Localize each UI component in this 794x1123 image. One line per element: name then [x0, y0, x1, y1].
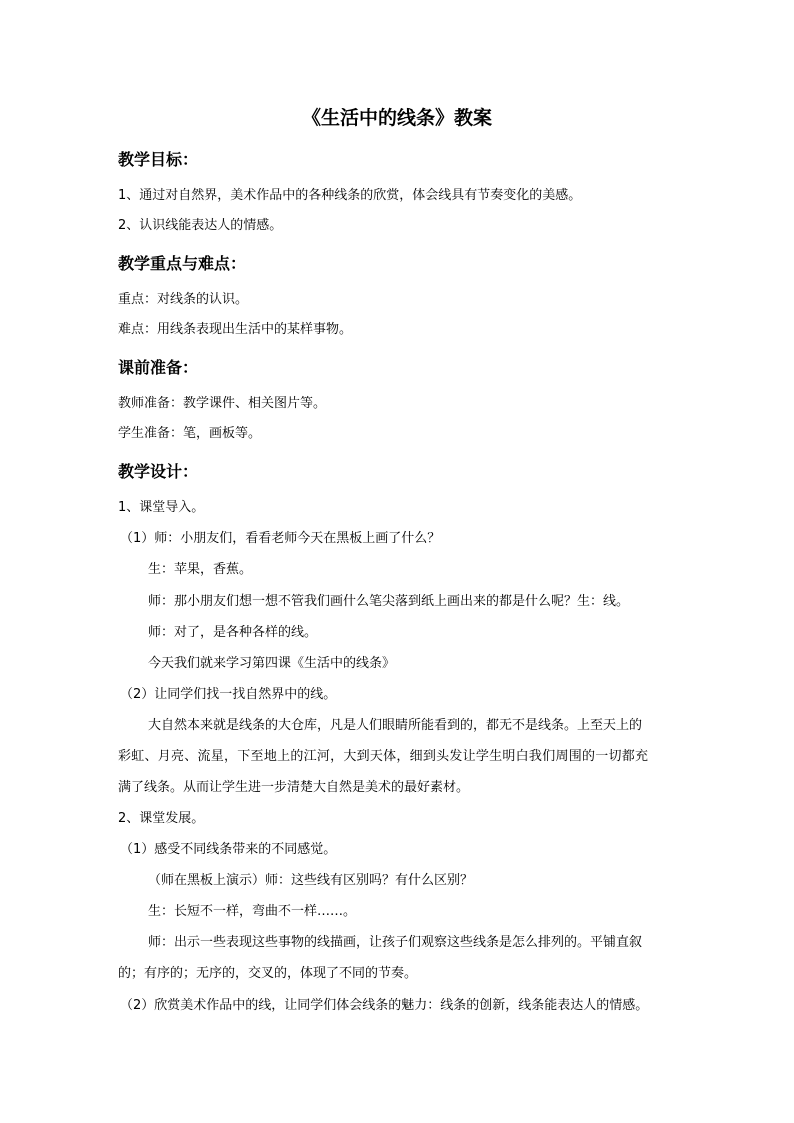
- document-title: 《生活中的线条》教案: [301, 107, 492, 129]
- section-heading-key-points: 教学重点与难点：: [118, 254, 247, 273]
- preparation-item: 教师准备：教学课件、相关图片等。: [118, 396, 327, 411]
- design-line: 生：长短不一样，弯曲不一样……。: [148, 904, 357, 919]
- design-line: 2、课堂发展。: [118, 811, 205, 826]
- design-line: 大自然本来就是线条的大仓库，凡是人们眼睛所能看到的，都无不是线条。上至天上的: [148, 718, 643, 733]
- design-line: 满了线条。从而让学生进一步清楚大自然是美术的最好素材。: [118, 780, 470, 795]
- section-heading-goals: 教学目标：: [118, 150, 199, 169]
- design-line: （师在黑板上演示）师：这些线有区别吗？有什么区别？: [148, 873, 474, 888]
- design-line: 生：苹果，香蕉。: [148, 562, 253, 577]
- key-point-item: 重点：对线条的认识。: [118, 292, 249, 307]
- design-line: 彩虹、月亮、流星，下至地上的江河，大到天体，细到头发让学生明白我们周围的一切都充: [118, 749, 648, 764]
- design-line: 1、课堂导入。: [118, 500, 205, 515]
- key-point-item: 难点：用线条表现出生活中的某样事物。: [118, 322, 353, 337]
- design-line: 师：那小朋友们想一想不管我们画什么笔尖落到纸上画出来的都是什么呢？生：线。: [148, 594, 630, 609]
- goal-item: 1、通过对自然界，美术作品中的各种线条的欣赏，体会线具有节奏变化的美感。: [118, 188, 582, 203]
- design-line: 今天我们就来学习第四课《生活中的线条》: [148, 656, 396, 671]
- design-line: （2）欣赏美术作品中的线，让同学们体会线条的魅力：线条的创新，线条能表达人的情感。: [120, 998, 649, 1013]
- goal-item: 2、认识线能表达人的情感。: [118, 218, 283, 233]
- section-heading-design: 教学设计：: [118, 462, 199, 481]
- preparation-item: 学生准备：笔，画板等。: [118, 426, 262, 441]
- design-line: 师：对了，是各种各样的线。: [148, 625, 318, 640]
- design-line: （2）让同学们找一找自然界中的线。: [120, 687, 337, 702]
- design-line: （1）感受不同线条带来的不同感觉。: [120, 842, 337, 857]
- section-heading-preparation: 课前准备：: [118, 358, 199, 377]
- design-line: 的；有序的；无序的，交叉的，体现了不同的节奏。: [118, 966, 418, 981]
- design-line: 师：出示一些表现这些事物的线描画，让孩子们观察这些线条是怎么排列的。平铺直叙: [148, 935, 643, 950]
- design-line: （1）师：小朋友们，看看老师今天在黑板上画了什么？: [120, 531, 441, 546]
